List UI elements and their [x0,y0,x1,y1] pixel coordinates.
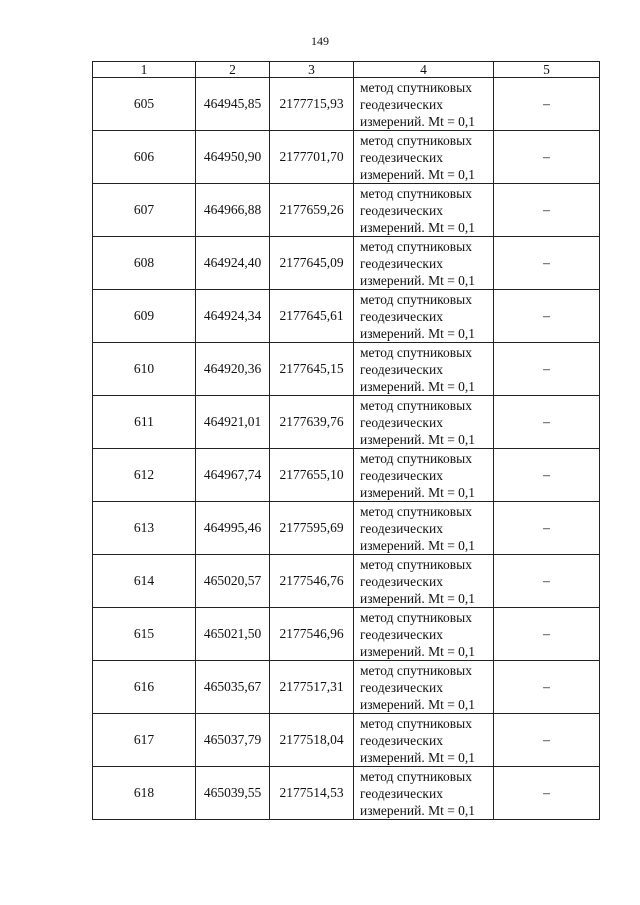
method-text-line: измерений. Mt = 0,1 [360,219,476,235]
method-cell [354,608,494,661]
point-number-cell: 611 [93,396,196,449]
method-cell [354,767,494,820]
y-coordinate-cell: 2177645,15 [270,343,354,396]
method-text-line: измерений. Mt = 0,1 [360,113,476,129]
table-row [93,237,600,290]
point-number-cell: 615 [93,608,196,661]
y-coordinate-cell: 2177645,61 [270,290,354,343]
method-text-line: геодезических [360,732,443,748]
table-row [93,343,600,396]
x-coordinate-cell: 465020,57 [196,555,270,608]
method-text-line: измерений. Mt = 0,1 [360,325,476,341]
method-text-line: метод спутниковых [360,132,472,148]
note-cell: – [494,343,600,396]
point-number-cell: 609 [93,290,196,343]
method-cell [354,343,494,396]
method-text-line: метод спутниковых [360,768,472,784]
method-text-line: геодезических [360,414,443,430]
column-header-4: 4 [354,62,494,78]
y-coordinate-cell: 2177645,09 [270,237,354,290]
column-header-2: 2 [196,62,270,78]
x-coordinate-cell: 464924,40 [196,237,270,290]
table-row [93,661,600,714]
method-text-line: геодезических [360,361,443,377]
x-coordinate-cell: 464950,90 [196,131,270,184]
y-coordinate-cell: 2177514,53 [270,767,354,820]
method-text-line: геодезических [360,785,443,801]
note-cell: – [494,78,600,131]
x-coordinate-cell: 465037,79 [196,714,270,767]
y-coordinate-cell: 2177655,10 [270,449,354,502]
method-text-line: метод спутниковых [360,185,472,201]
y-coordinate-cell: 2177518,04 [270,714,354,767]
note-cell: – [494,767,600,820]
note-cell: – [494,237,600,290]
method-text-line: измерений. Mt = 0,1 [360,378,476,394]
method-cell [354,290,494,343]
method-text-line: измерений. Mt = 0,1 [360,272,476,288]
x-coordinate-cell: 464966,88 [196,184,270,237]
method-text-line: измерений. Mt = 0,1 [360,166,476,182]
coordinates-table [92,61,600,820]
table-row [93,714,600,767]
method-text-line: измерений. Mt = 0,1 [360,590,476,606]
x-coordinate-cell: 465035,67 [196,661,270,714]
page-number: 149 [311,34,329,48]
method-text-line: геодезических [360,679,443,695]
x-coordinate-cell: 465021,50 [196,608,270,661]
y-coordinate-cell: 2177546,76 [270,555,354,608]
method-text-line: метод спутниковых [360,715,472,731]
note-cell: – [494,608,600,661]
point-number-cell: 618 [93,767,196,820]
x-coordinate-cell: 465039,55 [196,767,270,820]
table-row [93,608,600,661]
method-text-line: измерений. Mt = 0,1 [360,431,476,447]
y-coordinate-cell: 2177639,76 [270,396,354,449]
column-header-1: 1 [93,62,196,78]
method-text-line: геодезических [360,520,443,536]
method-text-line: метод спутниковых [360,291,472,307]
method-text-line: измерений. Mt = 0,1 [360,696,476,712]
method-text-line: геодезических [360,255,443,271]
method-text-line: геодезических [360,149,443,165]
point-number-cell: 608 [93,237,196,290]
note-cell: – [494,555,600,608]
method-text-line: метод спутниковых [360,79,472,95]
note-cell: – [494,714,600,767]
method-text-line: измерений. Mt = 0,1 [360,537,476,553]
method-cell [354,237,494,290]
method-text-line: геодезических [360,308,443,324]
method-cell [354,714,494,767]
method-cell [354,184,494,237]
method-cell [354,131,494,184]
x-coordinate-cell: 464920,36 [196,343,270,396]
table-header-row [93,62,600,78]
note-cell: – [494,131,600,184]
method-text-line: геодезических [360,573,443,589]
table-row [93,290,600,343]
method-cell [354,449,494,502]
method-text-line: метод спутниковых [360,344,472,360]
method-cell [354,78,494,131]
note-cell: – [494,449,600,502]
method-text-line: метод спутниковых [360,662,472,678]
x-coordinate-cell: 464967,74 [196,449,270,502]
method-text-line: геодезических [360,467,443,483]
column-header-5: 5 [494,62,600,78]
point-number-cell: 605 [93,78,196,131]
table-row [93,131,600,184]
note-cell: – [494,502,600,555]
x-coordinate-cell: 464945,85 [196,78,270,131]
method-text-line: метод спутниковых [360,556,472,572]
point-number-cell: 610 [93,343,196,396]
method-text-line: метод спутниковых [360,503,472,519]
method-text-line: измерений. Mt = 0,1 [360,643,476,659]
y-coordinate-cell: 2177659,26 [270,184,354,237]
method-cell [354,661,494,714]
method-text-line: геодезических [360,202,443,218]
y-coordinate-cell: 2177517,31 [270,661,354,714]
note-cell: – [494,290,600,343]
column-header-3: 3 [270,62,354,78]
y-coordinate-cell: 2177595,69 [270,502,354,555]
method-cell [354,502,494,555]
table-row [93,396,600,449]
point-number-cell: 607 [93,184,196,237]
point-number-cell: 614 [93,555,196,608]
point-number-cell: 612 [93,449,196,502]
point-number-cell: 613 [93,502,196,555]
x-coordinate-cell: 464995,46 [196,502,270,555]
method-text-line: метод спутниковых [360,238,472,254]
note-cell: – [494,396,600,449]
y-coordinate-cell: 2177546,96 [270,608,354,661]
method-text-line: измерений. Mt = 0,1 [360,749,476,765]
method-text-line: метод спутниковых [360,609,472,625]
method-text-line: метод спутниковых [360,397,472,413]
method-text-line: геодезических [360,96,443,112]
note-cell: – [494,184,600,237]
x-coordinate-cell: 464921,01 [196,396,270,449]
table-row [93,555,600,608]
method-text-line: измерений. Mt = 0,1 [360,484,476,500]
table-row [93,767,600,820]
method-text-line: метод спутниковых [360,450,472,466]
table-row [93,502,600,555]
point-number-cell: 606 [93,131,196,184]
method-cell [354,555,494,608]
point-number-cell: 616 [93,661,196,714]
method-cell [354,396,494,449]
method-text-line: геодезических [360,626,443,642]
note-cell: – [494,661,600,714]
table-row [93,449,600,502]
y-coordinate-cell: 2177715,93 [270,78,354,131]
x-coordinate-cell: 464924,34 [196,290,270,343]
table-body [93,78,600,820]
method-text-line: измерений. Mt = 0,1 [360,802,476,818]
point-number-cell: 617 [93,714,196,767]
table-row [93,78,600,131]
table-row [93,184,600,237]
y-coordinate-cell: 2177701,70 [270,131,354,184]
